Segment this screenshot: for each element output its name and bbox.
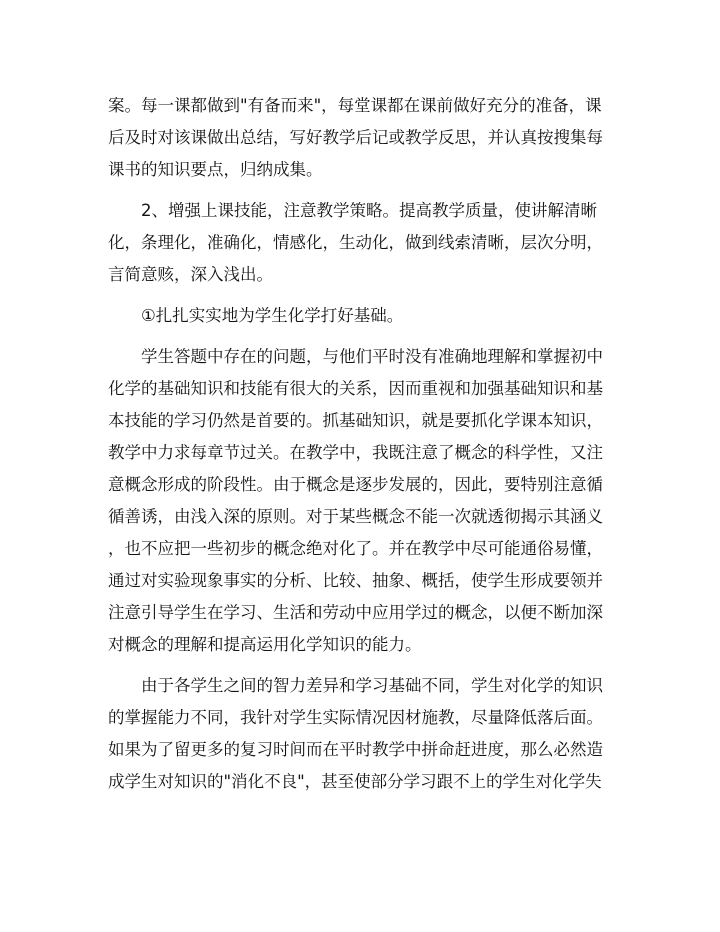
text-line: 注意引导学生在学习、生活和劳动中应用学过的概念，以便不断加深 [108,603,603,622]
text-line: 2、增强上课技能，注意教学策略。提高教学质量，使讲解清晰 [108,201,597,220]
text-line: 教学中力求每章节过关。在教学中，我既注意了概念的科学性，又注 [108,443,603,462]
text-line: 言简意赅，深入浅出。 [108,265,273,284]
text-line: 如果为了留更多的复习时间而在平时教学中拼命赶进度，那么必然造 [108,740,603,759]
text-line: ，也不应把一些初步的概念绝对化了。并在教学中尽可能通俗易懂， [108,539,603,558]
text-line: 学生答题中存在的问题，与他们平时没有准确地理解和掌握初中 [108,347,603,366]
text-line: 化学的基础知识和技能有很大的关系，因而重视和加强基础知识和基 [108,379,603,398]
text-line: 案。每一课都做到"有备而来"，每堂课都在课前做好充分的准备，课 [108,96,602,115]
text-line: 循善诱，由浅入深的原则。对于某些概念不能一次就透彻揭示其涵义 [108,507,603,526]
text-line: 本技能的学习仍然是首要的。抓基础知识，就是要抓化学课本知识， [108,411,603,430]
text-line: 对概念的理解和提高运用化学知识的能力。 [108,635,422,654]
text-line: 通过对实验现象事实的分析、比较、抽象、概括，使学生形成要领并 [108,571,603,590]
text-line: 由于各学生之间的智力差异和学习基础不同，学生对化学的知识 [108,676,603,695]
text-line: 意概念形成的阶段性。由于概念是逐步发展的，因此，要特别注意循 [108,475,603,494]
text-line: ①扎扎实实地为学生化学打好基础。 [108,306,404,325]
text-line: 课书的知识要点，归纳成集。 [108,160,323,179]
text-line: 化，条理化，准确化，情感化，生动化，做到线索清晰，层次分明， [108,233,603,252]
text-line: 后及时对该课做出总结，写好教学后记或教学反思，并认真按搜集每 [108,128,603,147]
text-line: 成学生对知识的"消化不良"，甚至使部分学习跟不上的学生对化学失 [108,772,602,791]
text-line: 的掌握能力不同，我针对学生实际情况因材施教，尽量降低落后面。 [108,708,603,727]
